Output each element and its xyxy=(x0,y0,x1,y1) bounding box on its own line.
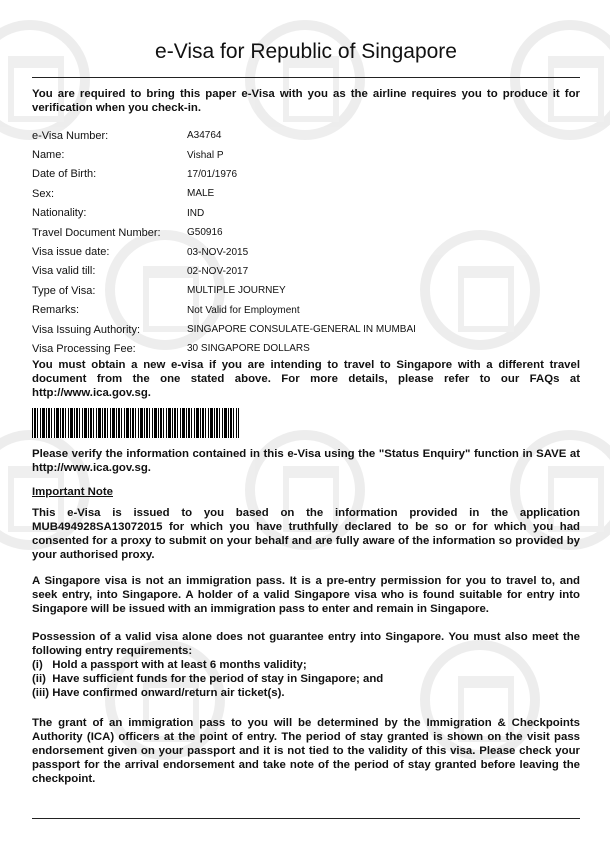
field-label: Visa valid till: xyxy=(32,265,96,278)
field-value: 17/01/1976 xyxy=(187,168,238,180)
new-visa-notice: You must obtain a new e-visa if you are intending to travel to Singapore with a different travel document from the one stated above. For more details, please refer to our FAQs at http://www.ica.gov.sg. xyxy=(32,359,580,399)
field-label: Visa Processing Fee: xyxy=(32,342,136,355)
field-value: A34764 xyxy=(187,130,222,142)
title-divider xyxy=(32,77,580,78)
field-label: Nationality: xyxy=(32,207,87,220)
field-row xyxy=(32,145,580,164)
field-value: Vishal P xyxy=(187,149,224,161)
document-title: e-Visa for Republic of Singapore xyxy=(155,40,457,63)
field-row xyxy=(32,320,580,339)
field-row xyxy=(32,301,580,320)
field-label: Visa issue date: xyxy=(32,246,110,259)
field-value: 30 SINGAPORE DOLLARS xyxy=(187,343,310,355)
field-label: Visa Issuing Authority: xyxy=(32,323,141,336)
field-row xyxy=(32,184,580,203)
barcode xyxy=(32,408,239,438)
requirement-item: (i) Hold a passport with at least 6 months validity; xyxy=(32,659,307,671)
field-label: Type of Visa: xyxy=(32,284,96,297)
ica-seal-watermark xyxy=(245,20,365,140)
field-value: MULTIPLE JOURNEY xyxy=(187,285,286,297)
field-row xyxy=(32,281,580,300)
note-paragraph-3: Possession of a valid visa alone does not guarantee entry into Singapore. You must also meet the following entry requirements: xyxy=(32,631,580,657)
field-label: Remarks: xyxy=(32,304,80,317)
field-row xyxy=(32,165,580,184)
note-paragraph-2: A Singapore visa is not an immigration pass. It is a pre-entry permission for you to travel to, and seek entry, into Singapore. A holder of a valid Singapore visa who is found suitable for entry into Singapore will be issued with an immigration pass to enter and remain in Singapore. xyxy=(32,575,580,615)
field-value: IND xyxy=(187,207,205,219)
field-label: Date of Birth: xyxy=(32,168,97,181)
field-value: 02-NOV-2017 xyxy=(187,265,249,277)
field-label: Name: xyxy=(32,149,65,162)
verify-notice: Please verify the information contained in this e-Visa using the "Status Enquiry" function in SAVE at http://www.ica.gov.sg. xyxy=(32,448,580,474)
field-value: 03-NOV-2015 xyxy=(187,246,249,258)
field-row xyxy=(32,262,580,281)
field-value: G50916 xyxy=(187,227,223,239)
entry-requirements xyxy=(32,658,580,700)
field-label: Travel Document Number: xyxy=(32,226,161,239)
field-label: e-Visa Number: xyxy=(32,129,109,142)
important-note-heading: Important Note xyxy=(32,486,113,498)
note-paragraph-1: This e-Visa is issued to you based on the information provided in the application MUB494928SA13072015 for which you have truthfully declared to be so or for which you had consented for a proxy to submit on your behalf and are fully aware of the information so provided by your authorised proxy. xyxy=(32,507,580,561)
field-row xyxy=(32,242,580,261)
intro-text: You are required to bring this paper e-Visa with you as the airline requires you to produce it for verification when you check-in. xyxy=(32,88,580,114)
field-value: SINGAPORE CONSULATE-GENERAL IN MUMBAI xyxy=(187,324,416,336)
field-row xyxy=(32,339,580,358)
field-row xyxy=(32,204,580,223)
field-value: Not Valid for Employment xyxy=(187,304,300,316)
footer-divider xyxy=(32,818,580,819)
field-row xyxy=(32,223,580,242)
requirement-item: (ii) Have sufficient funds for the period of stay in Singapore; and xyxy=(32,673,384,685)
visa-details xyxy=(32,126,580,359)
ica-seal-watermark xyxy=(510,20,610,140)
requirement-item: (iii) Have confirmed onward/return air ticket(s). xyxy=(32,687,285,699)
ica-seal-watermark xyxy=(0,20,90,140)
field-row xyxy=(32,126,580,145)
field-value: MALE xyxy=(187,188,215,200)
note-paragraph-4: The grant of an immigration pass to you will be determined by the Immigration & Checkpoints Authority (ICA) officers at the point of entry. The period of stay granted is shown on the visit pass endorsement given on your passport and it is not tied to the validity of this visa. Please check your passport for the arrival endorsement and take note of the period of stay granted before leaving the checkpoint. xyxy=(32,717,580,785)
field-label: Sex: xyxy=(32,187,55,200)
